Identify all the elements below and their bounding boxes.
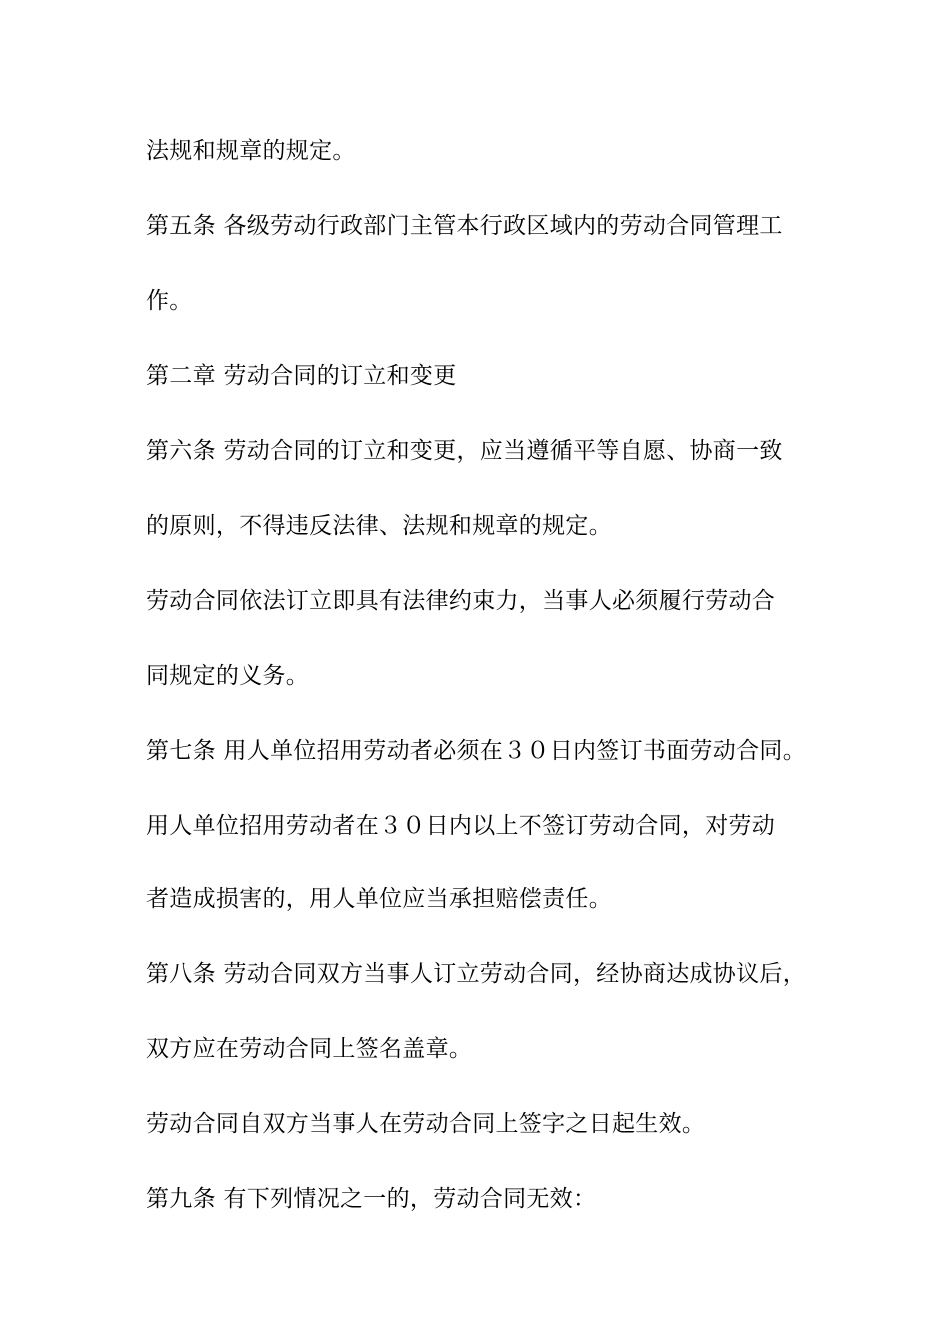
text-line: 第九条 有下列情况之一的，劳动合同无效：	[146, 1186, 597, 1212]
chapter-heading: 第二章 劳动合同的订立和变更	[146, 363, 457, 389]
text-line: 者造成损害的，用人单位应当承担赔偿责任。	[146, 886, 612, 912]
text-line: 作。	[146, 288, 193, 314]
text-line: 的原则，不得违反法律、法规和规章的规定。	[146, 513, 612, 539]
text-line: 劳动合同自双方当事人在劳动合同上签字之日起生效。	[146, 1111, 706, 1137]
text-line: 劳动合同依法订立即具有法律约束力，当事人必须履行劳动合	[146, 588, 776, 614]
text-line: 用人单位招用劳动者在３０日内以上不签订劳动合同，对劳动	[146, 813, 776, 839]
text-line: 第六条 劳动合同的订立和变更，应当遵循平等自愿、协商一致	[146, 438, 783, 464]
text-line: 第五条 各级劳动行政部门主管本行政区域内的劳动合同管理工	[146, 213, 783, 239]
text-line: 双方应在劳动合同上签名盖章。	[146, 1036, 473, 1062]
text-line: 第七条 用人单位招用劳动者必须在３０日内签订书面劳动合同。	[146, 738, 807, 764]
text-line: 第八条 劳动合同双方当事人订立劳动合同，经协商达成协议后，	[146, 961, 807, 987]
text-line: 同规定的义务。	[146, 663, 310, 689]
text-line: 法规和规章的规定。	[146, 138, 356, 164]
